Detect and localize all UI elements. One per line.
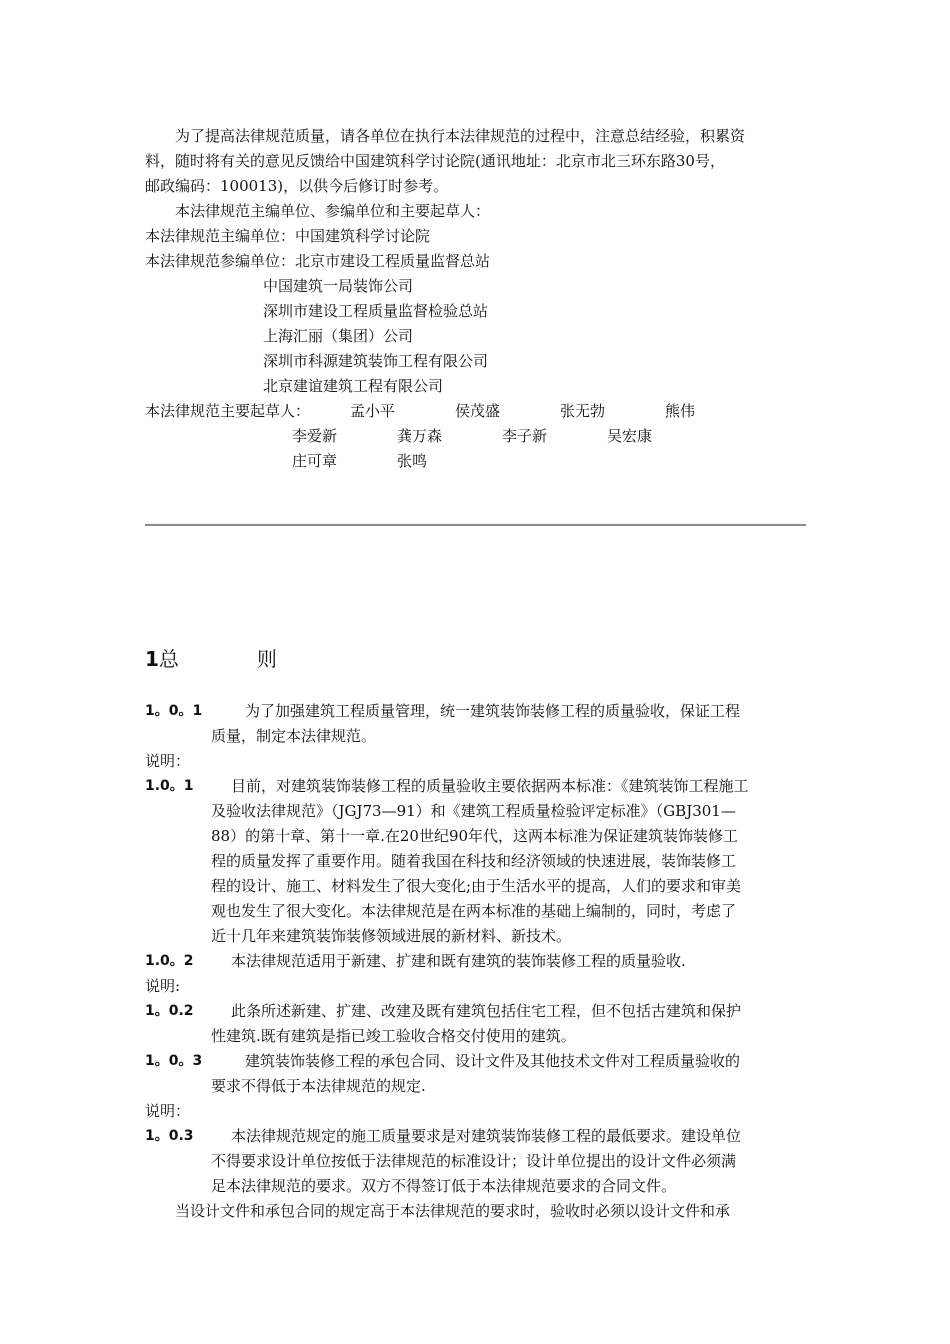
participating-units-label: 本法律规范参编单位：北京市建设工程质量监督总站 [145, 252, 491, 270]
preface-line: 料，随时将有关的意见反馈给中国建筑科学讨论院(通讯地址：北京市北三环东路30号， [145, 152, 725, 170]
participating-unit: 上海汇丽（集团）公司 [263, 327, 414, 345]
note-label: 说明： [145, 752, 191, 770]
drafter-name: 张无勃 [560, 402, 606, 420]
drafters-label: 本法律规范主要起草人： [145, 402, 311, 420]
participating-unit: 北京建谊建筑工程有限公司 [263, 377, 444, 395]
explanation-line: 性建筑.既有建筑是指已竣工验收合格交付使用的建筑。 [211, 1027, 576, 1045]
drafter-name: 李爱新 [292, 427, 338, 445]
clause-number: 1。0。3 [145, 1053, 203, 1069]
drafter-name: 熊伟 [665, 402, 696, 420]
clause-line: 本法律规范适用于新建、扩建和既有建筑的装饰装修工程的质量验收. [231, 952, 686, 970]
explanation-line: 本法律规范规定的施工质量要求是对建筑装饰装修工程的最低要求。建设单位 [231, 1127, 742, 1145]
chief-unit: 本法律规范主编单位：中国建筑科学讨论院 [145, 227, 431, 245]
explanation-line: 不得要求设计单位按低于法律规范的标准设计；设计单位提出的设计文件必须满 [211, 1152, 737, 1170]
preface-line: 为了提高法律规范质量，请各单位在执行本法律规范的过程中，注意总结经验，积累资 [175, 127, 746, 145]
preface-intro: 本法律规范主编单位、参编单位和主要起草人： [175, 202, 491, 220]
clause-line: 建筑装饰装修工程的承包合同、设计文件及其他技术文件对工程质量验收的 [245, 1052, 741, 1070]
participating-unit: 深圳市科源建筑装饰工程有限公司 [263, 352, 489, 370]
drafter-name: 吴宏康 [607, 427, 653, 445]
note-label: 说明： [145, 1102, 191, 1120]
drafter-name: 龚万森 [397, 427, 443, 445]
drafter-name: 张鸣 [397, 452, 428, 470]
drafter-name: 侯茂盛 [455, 402, 501, 420]
participating-unit: 中国建筑一局装饰公司 [263, 277, 414, 295]
chapter-title-part: 则 [256, 647, 277, 671]
chapter-number: 1 [145, 647, 159, 671]
explanation-line: 近十几年来建筑装饰装修领域进展的新材料、新技术。 [211, 927, 572, 945]
clause-number: 1.0。2 [145, 953, 194, 969]
explanation-line: 目前，对建筑装饰装修工程的质量验收主要依据两本标准：《建筑装饰工程施工 [231, 777, 749, 795]
explanation-number: 1。0.2 [145, 1003, 194, 1019]
clause-number: 1。0。1 [145, 703, 203, 719]
explanation-line: 88）的第十章、第十一章.在20世纪90年代，这两本标准为保证建筑装饰装修工 [211, 827, 739, 845]
clause-line: 要求不得低于本法律规范的规定. [211, 1077, 426, 1095]
explanation-line: 观也发生了很大变化。本法律规范是在两本标准的基础上编制的，同时，考虑了 [211, 902, 737, 920]
explanation-line: 足本法律规范的要求。双方不得签订低于本法律规范要求的合同文件。 [211, 1177, 677, 1195]
explanation-line: 程的质量发挥了重要作用。随着我国在科技和经济领域的快速进展，装饰装修工 [211, 852, 737, 870]
drafter-name: 孟小平 [350, 402, 396, 420]
preface-line: 邮政编码：100013)，以供今后修订时参考。 [145, 177, 449, 195]
note-label: 说明: [145, 977, 181, 995]
explanation-line: 程的设计、施工、材料发生了很大变化;由于生活水平的提高，人们的要求和审美 [211, 877, 742, 895]
explanation-number: 1.0。1 [145, 778, 194, 794]
clause-line: 质量，制定本法律规范。 [211, 727, 377, 745]
drafter-name: 李子新 [502, 427, 548, 445]
chapter-heading [145, 645, 277, 673]
explanation-number: 1。0.3 [145, 1128, 194, 1144]
participating-unit: 深圳市建设工程质量监督检验总站 [263, 302, 489, 320]
drafter-name: 庄可章 [292, 452, 338, 470]
explanation-line: 及验收法律规范》（JGJ73—91）和《建筑工程质量检验评定标准》（GBJ301— [211, 802, 736, 820]
chapter-title-part: 总 [158, 647, 179, 671]
explanation-line: 此条所述新建、扩建、改建及既有建筑包括住宅工程，但不包括古建筑和保护 [231, 1002, 742, 1020]
section-divider [145, 524, 806, 526]
clause-line: 为了加强建筑工程质量管理，统一建筑装饰装修工程的质量验收，保证工程 [245, 702, 741, 720]
explanation-line: 当设计文件和承包合同的规定高于本法律规范的要求时，验收时必须以设计文件和承 [175, 1202, 731, 1220]
